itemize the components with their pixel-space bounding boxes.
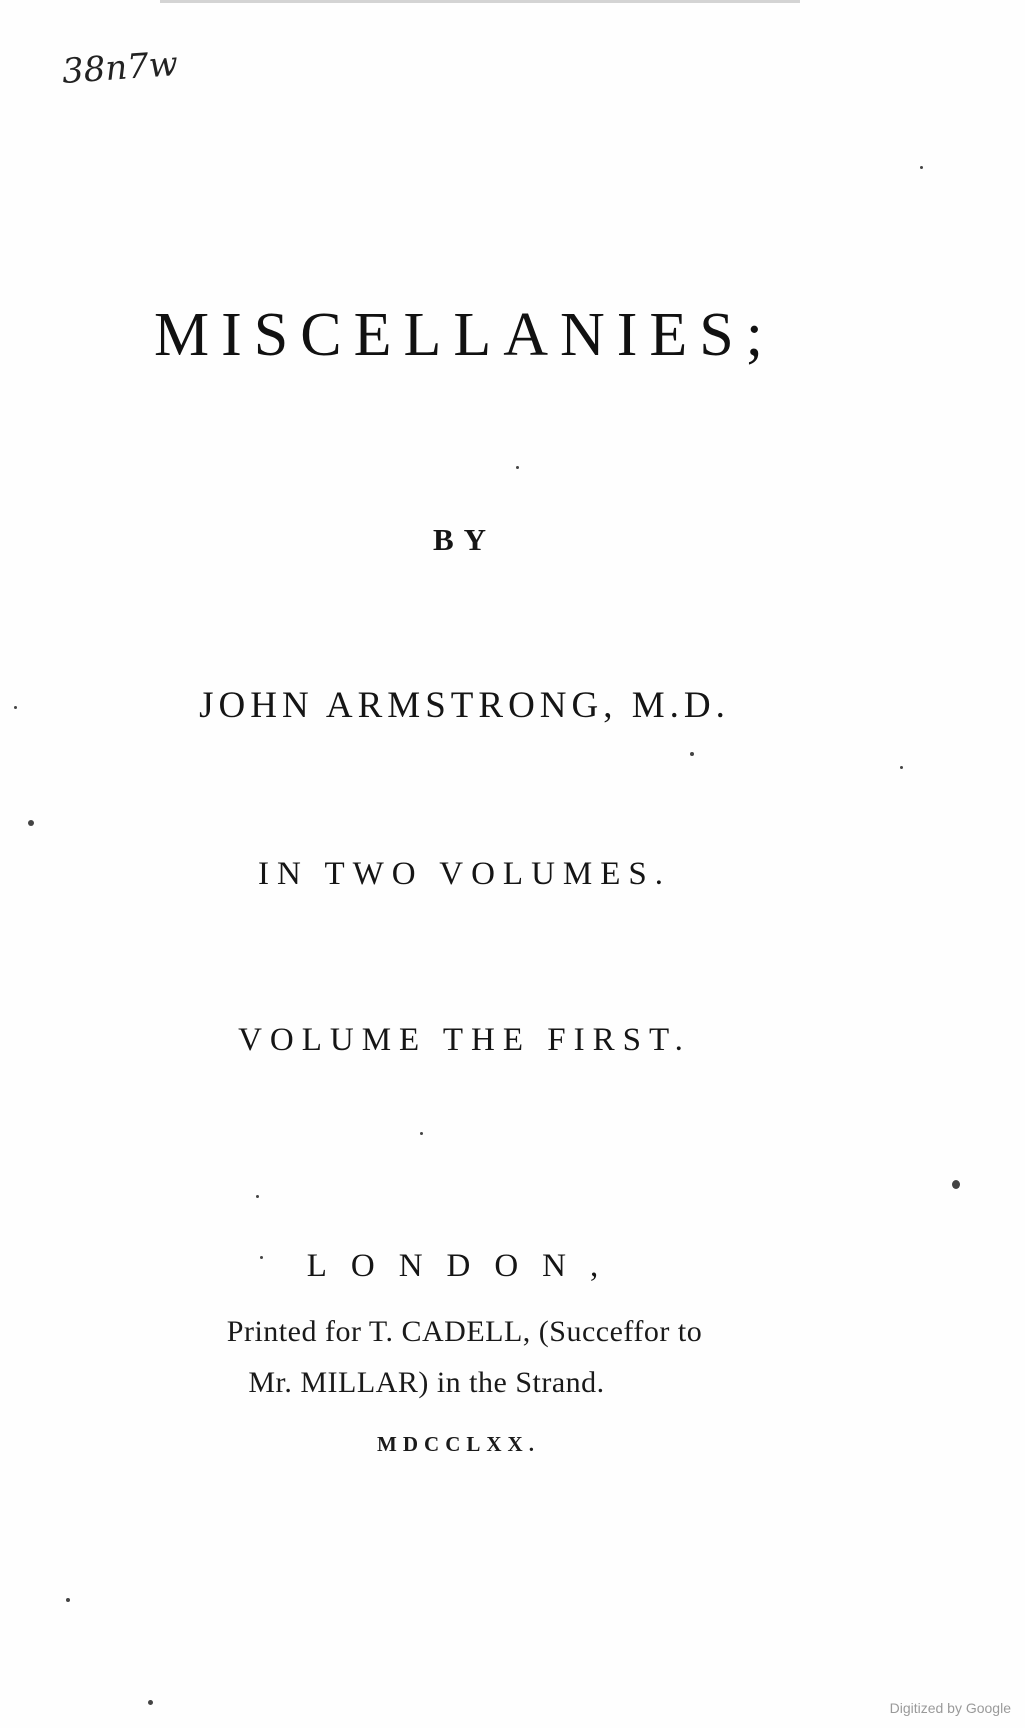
paper-speck xyxy=(28,820,34,826)
paper-speck xyxy=(690,752,694,756)
imprint-printer: Printed for T. CADELL, (Succeffor to xyxy=(226,1315,703,1348)
author-name: JOHN ARMSTRONG, M.D. xyxy=(199,685,730,726)
paper-speck xyxy=(14,706,17,709)
handwritten-shelf-mark: 38n7w xyxy=(60,44,180,92)
paper-speck xyxy=(420,1132,423,1135)
imprint-address: Mr. MILLAR) in the Strand. xyxy=(248,1366,605,1399)
by-line: BY xyxy=(432,522,497,557)
paper-speck xyxy=(66,1598,70,1602)
digitized-watermark: Digitized by Google xyxy=(889,1700,1011,1716)
volume-label: VOLUME THE FIRST. xyxy=(238,1022,691,1058)
book-title: MISCELLANIES; xyxy=(154,301,775,369)
paper-speck xyxy=(148,1700,153,1705)
paper-speck xyxy=(952,1180,960,1189)
volume-count: IN TWO VOLUMES. xyxy=(257,856,672,892)
paper-speck xyxy=(900,766,903,769)
top-edge-rule xyxy=(160,0,800,3)
paper-speck xyxy=(516,466,519,469)
imprint-year: MDCCLXX. xyxy=(377,1432,540,1456)
paper-speck xyxy=(256,1195,259,1198)
paper-speck xyxy=(920,166,923,169)
imprint-city: LONDON, xyxy=(306,1248,623,1284)
paper-speck xyxy=(260,1256,263,1259)
